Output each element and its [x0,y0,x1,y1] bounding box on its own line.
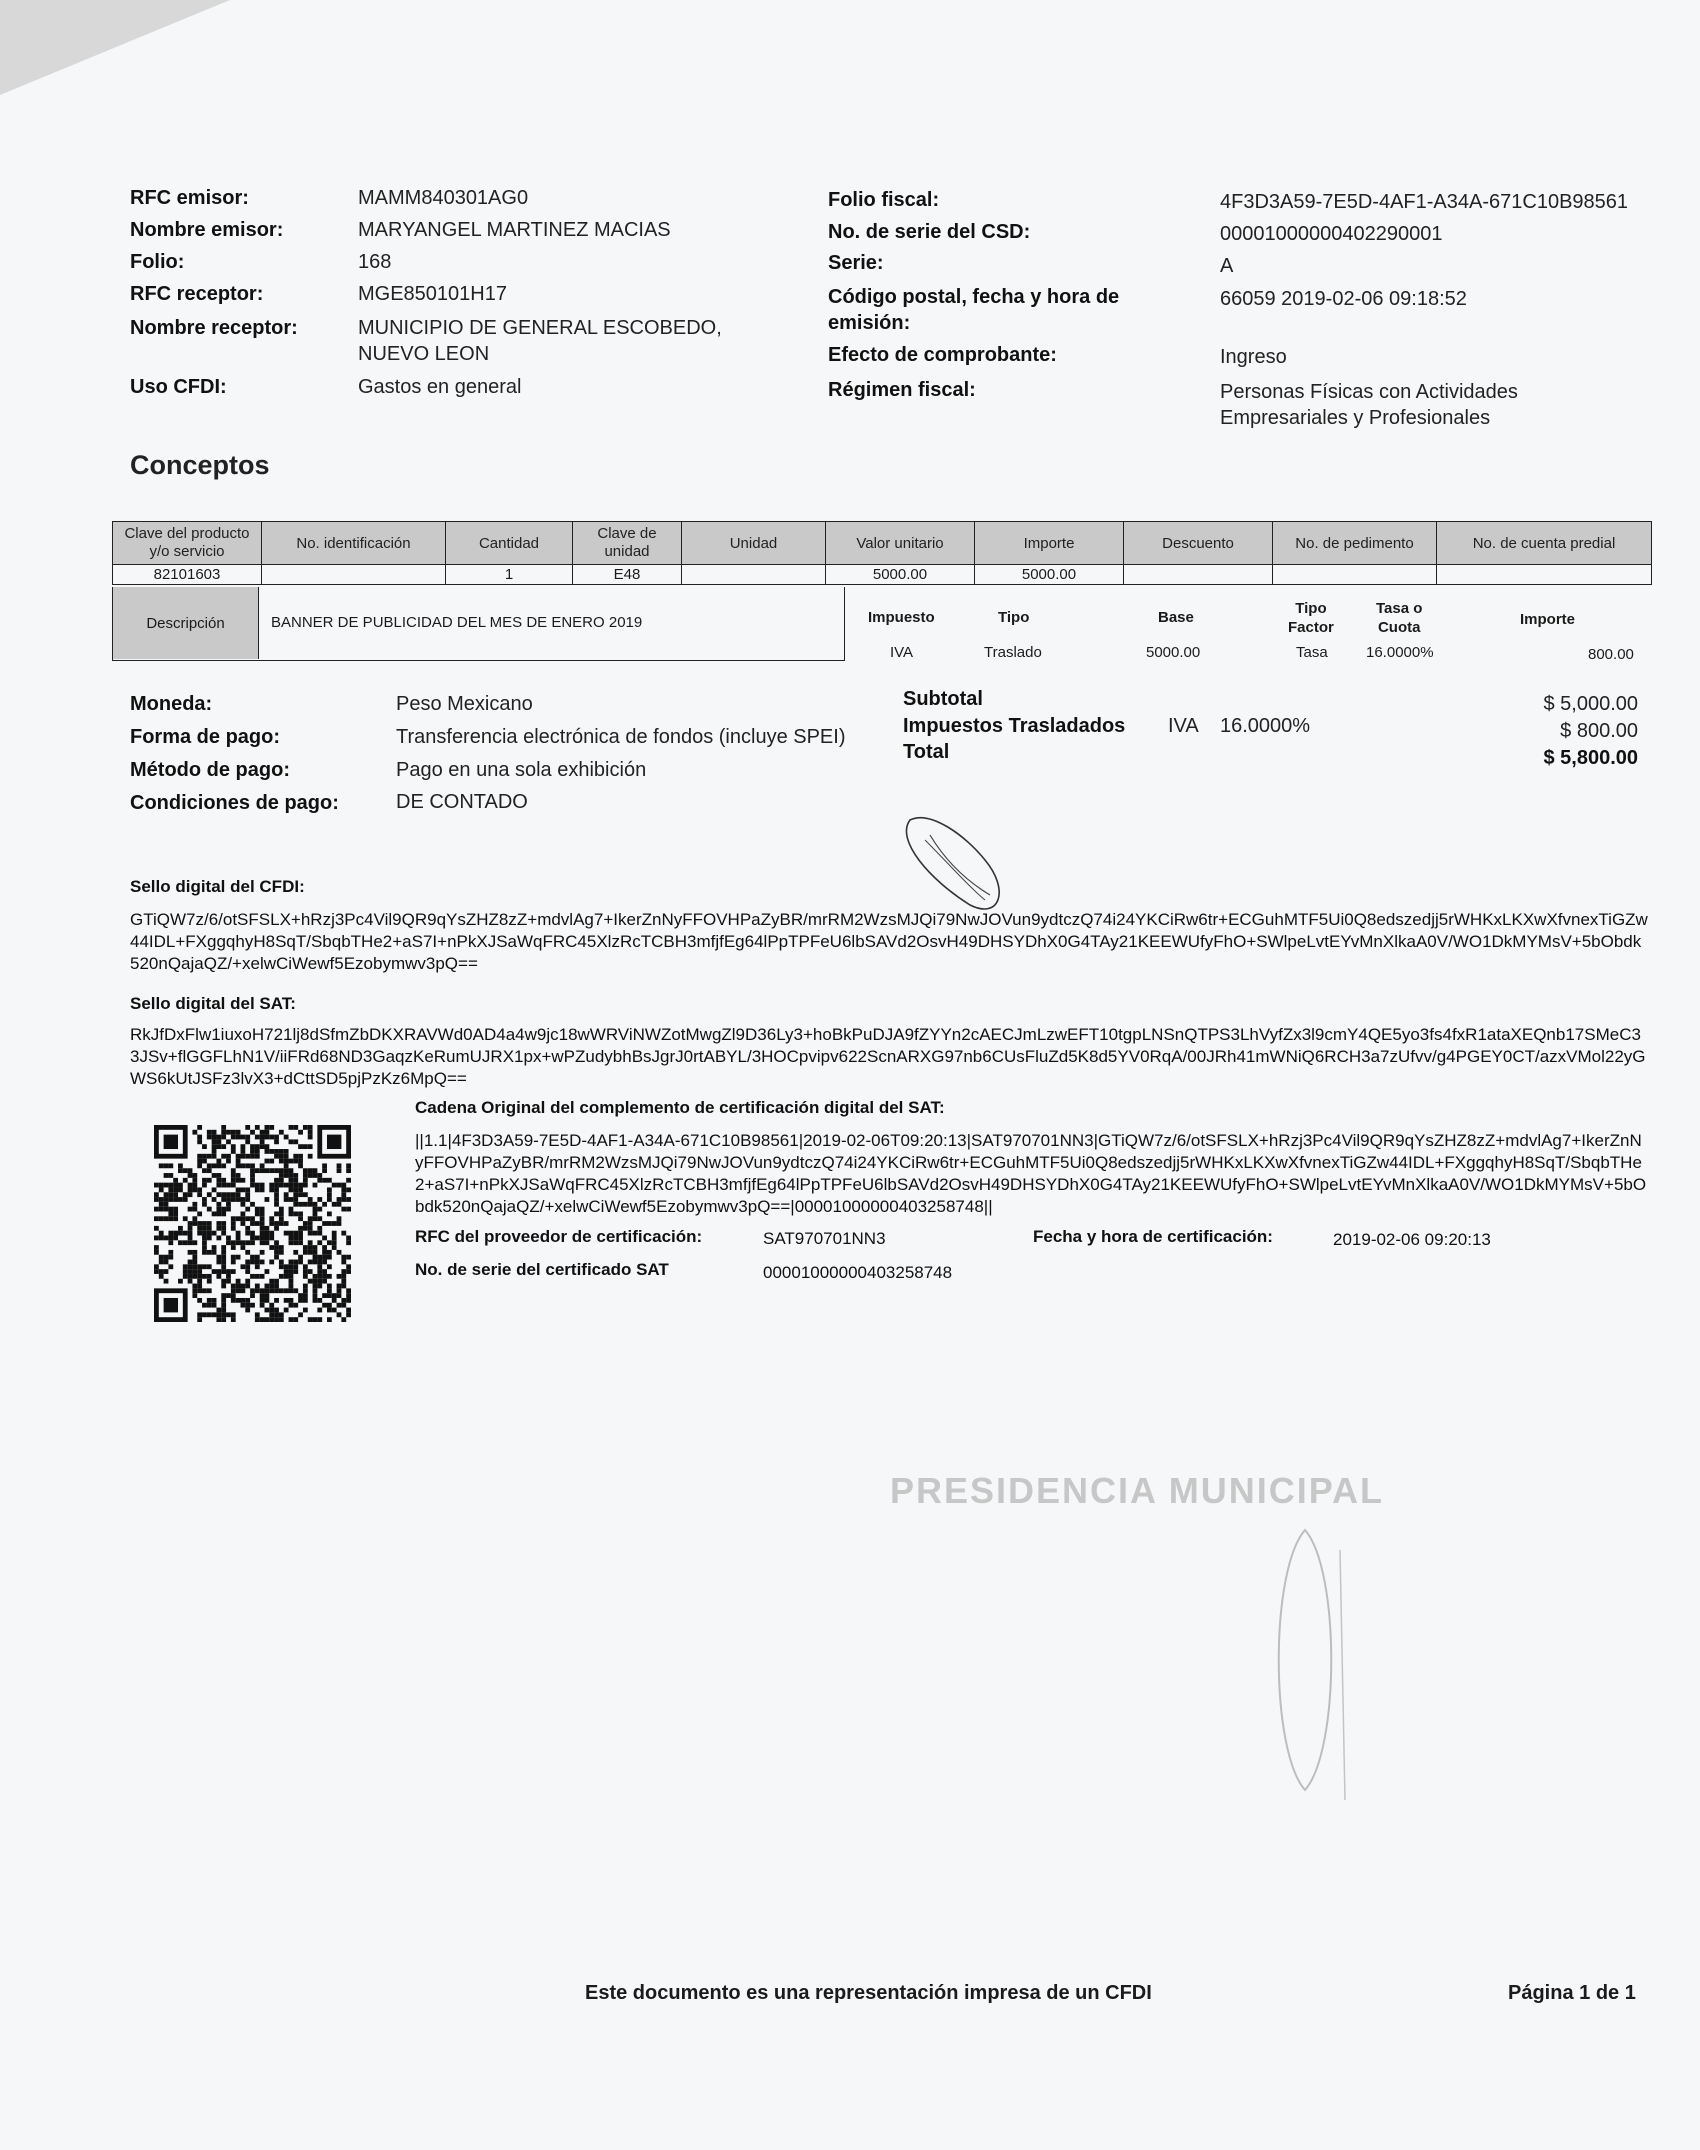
th-clave-producto [113,522,262,565]
cp-fecha-label-line2: emisión: [828,312,911,334]
sello-cfdi-label: Sello digital del CFDI: [130,877,305,896]
imp-base: 5000.00 [1146,644,1201,661]
th-importe: Importe [975,522,1124,565]
condiciones-pago-label: Condiciones de pago: [130,792,339,814]
efecto-label: Efecto de comprobante: [828,344,1057,366]
td-descuento [1124,565,1273,585]
totals [903,688,1638,773]
imp-h-tipo: Tipo [998,609,1030,626]
folio-fiscal-value: 4F3D3A59-7E5D-4AF1-A34A-671C10B98561 [1220,191,1629,213]
moneda-label: Moneda: [130,693,213,715]
sello-sat-label: Sello digital del SAT: [130,994,296,1013]
forma-pago-value: Transferencia electrónica de fondos (incluye SPEI) [396,726,846,748]
metodo-pago-value: Pago en una sola exhibición [396,759,647,781]
imp-h-tipo-factor-line2: Factor [1288,619,1334,636]
conceptos-title: Conceptos [130,450,270,480]
th-cantidad: Cantidad [446,522,573,565]
nombre-emisor-label: Nombre emisor: [130,219,284,241]
nombre-receptor-value: MUNICIPIO DE GENERAL ESCOBEDO, [358,317,722,339]
folio-row [130,251,392,274]
th-descuento: Descuento [1124,522,1273,565]
qr-code [150,1125,355,1322]
th-unidad: Unidad [682,522,826,565]
td-clave-producto: 82101603 [113,565,262,585]
rfc-receptor-value: MGE850101H17 [358,283,507,305]
descripcion-value: BANNER DE PUBLICIDAD DEL MES DE ENERO 2019 [271,614,643,631]
td-clave-unidad: E48 [573,565,682,585]
subtotal-label: Subtotal [903,688,983,710]
impuestos-value: $ 800.00 [1560,720,1638,742]
stamp-signature-mark [1250,1510,1360,1810]
cp-fecha-label: Código postal, fecha y hora de [828,286,1120,308]
footer-text: Este documento es una representación impresa de un CFDI [585,1982,1152,2004]
td-importe: 5000.00 [975,565,1124,585]
rfc-emisor-row [130,187,529,210]
impuestos-tipo: IVA [1168,715,1199,737]
uso-cfdi-label: Uso CFDI: [130,376,227,398]
table-row [113,565,1652,585]
total-value: $ 5,800.00 [1543,747,1638,769]
td-valor-unitario: 5000.00 [826,565,975,585]
impuestos-subtable [848,597,1648,667]
serie-csd-value: 00001000000402290001 [1220,223,1443,245]
nombre-emisor-value: MARYANGEL MARTINEZ MACIAS [358,219,671,241]
imp-h-impuesto: Impuesto [868,609,935,626]
td-no-identificacion [262,565,446,585]
descripcion-block [112,587,845,661]
th-no-identificacion: No. identificación [262,522,446,565]
folio-label: Folio: [130,251,185,273]
cadena-original-value: ||1.1|4F3D3A59-7E5D-4AF1-A34A-671C10B98561|2019-02-06T09:20:13|SAT970701NN3|GTiQW7z/6/otSFSLX+hRzj3Pc4Vil9QR9qYsZHZ8zZ+mdvlAg7+IkerZnNyFFOVHPaZyBR/mrRM2WzsMJQi79NwJOVun9ydtczQ74i24YKCiRw6tr+ECGuhMTF5Ui0Q8edszedjj5rWHKxLKXwXfvnexTiGZw44IDL+FXggqhyH8SqT/SbqbTHe2+aS7I+nPkXJSaWqFRC45XlzRcTCBH3mfjfEg64lPpTPFeU6lbSAVd2OsvH49DHSYDhX0G4TAy21KEEWUfyFhO+SWlpeLvtEYvMnXlkaA0V/WO1DkMYMsV+5bObdk520nQajaQZ/+xelwCiWewf5Ezobymwv3pQ==|00001000000403258748|| [415,1131,1647,1216]
handwritten-initial-mark [890,810,1020,920]
cp-fecha-value: 66059 2019-02-06 09:18:52 [1220,288,1467,310]
condiciones-pago-value: DE CONTADO [396,791,528,813]
th-clave-unidad-line2: unidad [604,543,650,560]
folio-value: 168 [358,251,392,273]
th-clave-producto-line2: y/o servicio [149,543,225,560]
td-no-cuenta-predial [1437,565,1652,585]
payment-info [130,693,890,823]
nombre-receptor-value-line2: NUEVO LEON [358,343,490,365]
imp-h-tipo-factor [1288,599,1334,637]
table-header-row [113,522,1652,565]
conceptos-table [112,521,1652,585]
regimen-label: Régimen fiscal: [828,379,976,401]
subtotal-value: $ 5,000.00 [1543,693,1638,715]
nombre-receptor-row [130,317,722,365]
fecha-certificacion-label: Fecha y hora de certificación: [1033,1227,1273,1246]
imp-h-importe: Importe [1520,611,1576,628]
serie-certificado-value: 00001000000403258748 [763,1263,953,1282]
th-no-cuenta-predial: No. de cuenta predial [1437,522,1652,565]
serie-certificado-label: No. de serie del certificado SAT [415,1260,669,1279]
imp-h-tasa [1376,599,1422,637]
nombre-emisor-row [130,219,671,242]
rfc-emisor-value: MAMM840301AG0 [358,187,529,209]
imp-h-tasa-line1: Tasa o [1376,600,1423,617]
th-no-pedimento: No. de pedimento [1273,522,1437,565]
serie-label: Serie: [828,252,884,274]
sello-sat-value: RkJfDxFlw1iuxoH721lj8dSfmZbDKXRAVWd0AD4a4w9jc18wWRViNWZotMwgZl9D36Ly3+hoBkPuDJA9fZYYn2cAECJmLzwEFT10tgpLNSnQTPS3LhVyfZx3l9cmY4QE5yo3fs4fxR1ataXEQnb17SMeC33JSv+flGGFLhN1V/iiFRd68ND3GaqzKeRumUJRX1px+wPZudybhBsJgrJ0rtABYL/3HOCpvipv622ScnARXG97nb6CUsFluZd5K8d5YV0RqA/00JRh41mWNiQ6RCH3a7zUfvv/g4PGEY0CT/azxVMol22yGWS6kUtJSFz3lvX3+dCttSD5pjPzKz6MpQ== [130,1025,1646,1088]
td-cantidad: 1 [446,565,573,585]
uso-cfdi-row [130,376,522,399]
rfc-receptor-label: RFC receptor: [130,283,264,305]
impuestos-tasa: 16.0000% [1220,715,1311,737]
regimen-value-line2: Empresariales y Profesionales [1220,407,1491,429]
imp-importe: 800.00 [1588,646,1634,663]
td-no-pedimento [1273,565,1437,585]
th-clave-unidad-line1: Clave de [597,525,657,542]
paper-fold-corner [0,0,230,95]
efecto-value: Ingreso [1220,346,1287,368]
rfc-emisor-label: RFC emisor: [130,187,249,209]
descripcion-label: Descripción [113,587,259,659]
imp-impuesto: IVA [890,644,914,661]
folio-fiscal-label: Folio fiscal: [828,189,940,211]
th-valor-unitario: Valor unitario [826,522,975,565]
imp-tasa: 16.0000% [1366,644,1434,661]
metodo-pago-label: Método de pago: [130,759,290,781]
nombre-receptor-label: Nombre receptor: [130,317,298,339]
imp-tipo: Traslado [984,644,1042,661]
regimen-value: Personas Físicas con Actividades [1220,381,1518,403]
imp-tipo-factor: Tasa [1296,644,1328,661]
municipal-stamp: PRESIDENCIA MUNICIPAL [890,1470,1385,1511]
uso-cfdi-value: Gastos en general [358,376,522,398]
imp-h-tasa-line2: Cuota [1377,619,1421,636]
total-label: Total [903,741,950,763]
rfc-receptor-row [130,283,507,306]
sello-cfdi-value: GTiQW7z/6/otSFSLX+hRzj3Pc4Vil9QR9qYsZHZ8zZ+mdvlAg7+IkerZnNyFFOVHPaZyBR/mrRM2WzsMJQi79NwJOVun9ydtczQ74i24YKCiRw6tr+ECGuhMTF5Ui0Q8edszedjj5rWHKxLKXwXfvnexTiGZw44IDL+FXggqhyH8SqT/SbqbTHe2+aS7I+nPkXJSaWqFRC45XlzRcTCBH3mfjfEg64lPpTPFeU6lbSAVd2OsvH49DHSYDhX0G4TAy21KEEWUfyFhO+SWlpeLvtEYvMnXlkaA0V/WO1DkMYMsV+5bObdk520nQajaQZ/+xelwCiWewf5Ezobymwv3pQ== [130,910,1648,973]
cadena-original-label: Cadena Original del complemento de certificación digital del SAT: [415,1098,945,1117]
serie-csd-label: No. de serie del CSD: [828,221,1031,243]
moneda-value: Peso Mexicano [396,693,533,715]
imp-h-base: Base [1158,609,1194,626]
impuestos-trasladados-label: Impuestos Trasladados [903,715,1126,737]
rfc-proveedor-value: SAT970701NN3 [763,1229,886,1248]
th-clave-producto-line1: Clave del producto [124,525,250,542]
td-unidad [682,565,826,585]
serie-value: A [1220,255,1234,277]
imp-h-tipo-factor-line1: Tipo [1295,600,1327,617]
th-clave-unidad [573,522,682,565]
forma-pago-label: Forma de pago: [130,726,281,748]
rfc-proveedor-label: RFC del proveedor de certificación: [415,1227,703,1246]
page-number: Página 1 de 1 [1508,1982,1636,2004]
fecha-certificacion-value: 2019-02-06 09:20:13 [1333,1230,1491,1249]
